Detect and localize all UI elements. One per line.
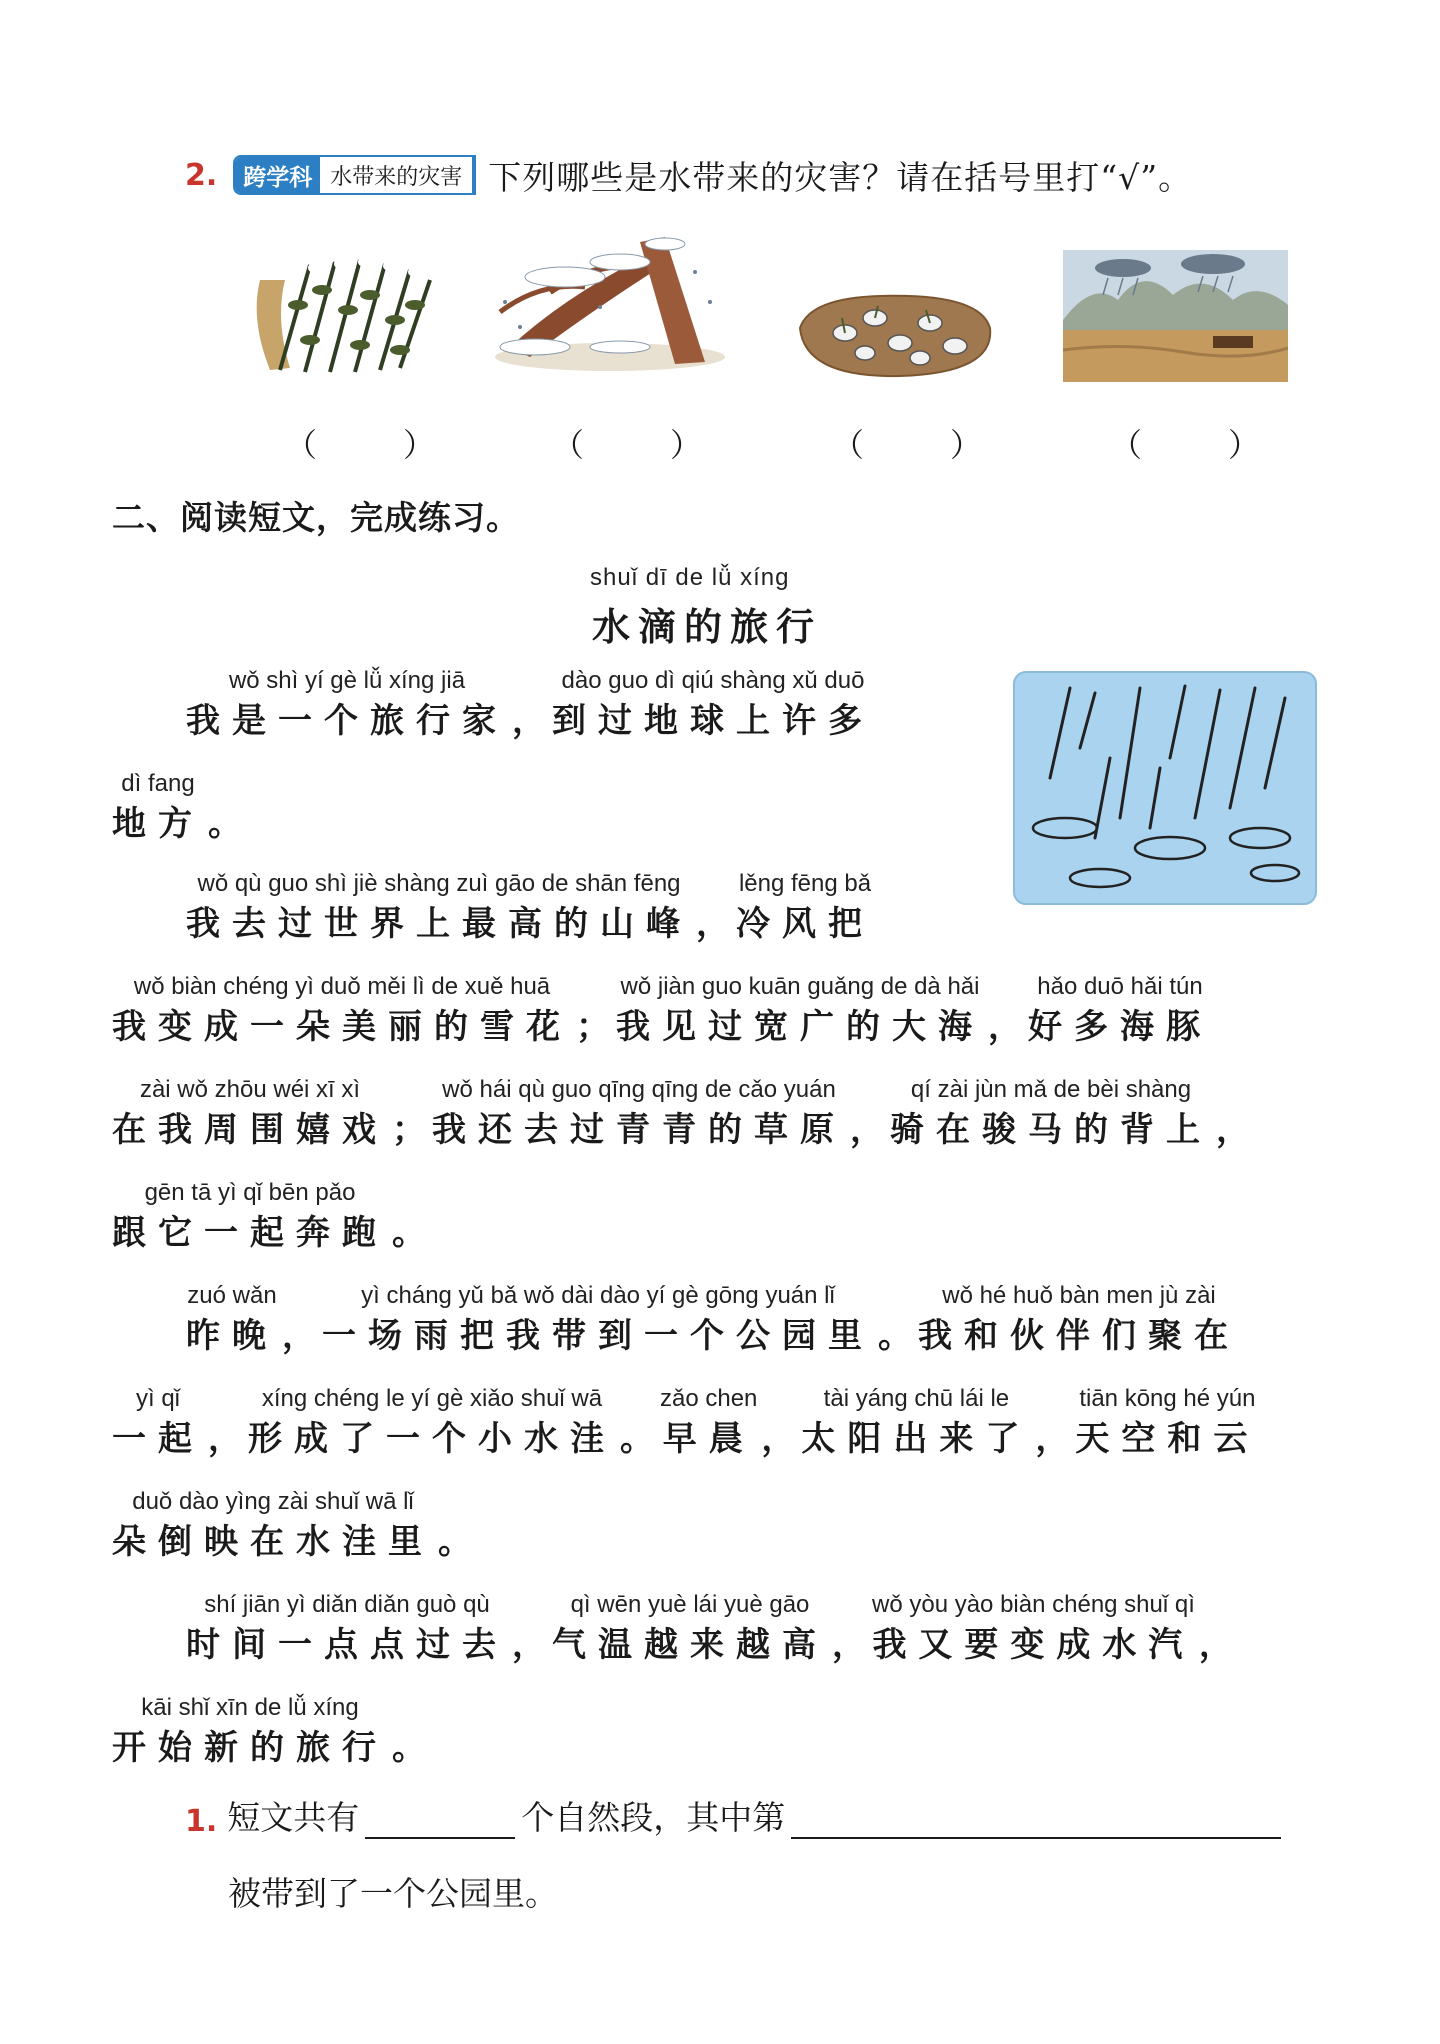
ruby-phrase xyxy=(248,1382,616,1462)
punctuation: ， xyxy=(1035,1419,1070,1459)
punctuation: ， xyxy=(208,1419,242,1459)
hanzi: 开始新的旅行 xyxy=(112,1728,388,1768)
hanzi: 天空和云 xyxy=(1075,1419,1260,1459)
paragraph-number-blank[interactable] xyxy=(791,1797,1281,1839)
punctuation: ； xyxy=(576,1007,610,1047)
answer-brackets-4[interactable]: （ ） xyxy=(1110,426,1260,464)
punctuation: 。 xyxy=(392,1213,426,1253)
ruby-phrase xyxy=(432,1073,846,1153)
ruby-phrase xyxy=(322,1279,874,1359)
ruby-phrase xyxy=(112,1073,388,1153)
answer-brackets-1[interactable]: （ ） xyxy=(285,426,435,464)
exercise-text-b: 个自然段，其中第 xyxy=(521,1798,786,1837)
ruby-phrase xyxy=(112,767,204,847)
story-line xyxy=(186,664,878,744)
hanzi: 跟它一起奔跑 xyxy=(112,1213,388,1253)
punctuation: ， xyxy=(1198,1625,1233,1665)
hanzi: 我又要变成水汽 xyxy=(872,1625,1195,1665)
pinyin: shí jiān yì diǎn diǎn guò qù xyxy=(204,1591,490,1618)
pinyin: wǒ biàn chéng yì duǒ měi lì de xuě huā xyxy=(133,973,551,1000)
punctuation: ， xyxy=(512,1625,546,1665)
punctuation: 。 xyxy=(878,1316,912,1356)
pinyin: kāi shǐ xīn de lǚ xíng xyxy=(141,1694,359,1721)
exercise-1 xyxy=(185,1792,1281,1839)
exercise-number: 1. xyxy=(185,1804,218,1839)
ruby-phrase xyxy=(186,867,692,947)
ruby-phrase xyxy=(872,1588,1195,1668)
hanzi: 形成了一个小水洼 xyxy=(248,1419,616,1459)
pinyin: hǎo duō hǎi tún xyxy=(1037,973,1203,1000)
hanzi: 太阳出来了 xyxy=(801,1419,1032,1459)
answer-brackets-3[interactable]: （ ） xyxy=(832,426,982,464)
punctuation: ， xyxy=(832,1625,866,1665)
story-line xyxy=(112,1382,1263,1462)
story-line xyxy=(112,1691,432,1771)
pinyin: wǒ hé huǒ bàn men jù zài xyxy=(942,1282,1216,1309)
pinyin: lěng fēng bǎ xyxy=(738,870,872,897)
hanzi: 我和伙伴们聚在 xyxy=(918,1316,1240,1356)
ruby-phrase xyxy=(552,1588,828,1668)
exercise-text-a: 短文共有 xyxy=(227,1798,360,1837)
rain-puddle-picture xyxy=(1010,668,1320,908)
hanzi: 昨晚 xyxy=(186,1316,278,1356)
hanzi: 好多海豚 xyxy=(1028,1007,1212,1047)
ruby-phrase xyxy=(112,1691,388,1771)
punctuation: ， xyxy=(696,904,730,944)
tag-category: 跨学科 xyxy=(235,157,320,193)
punctuation: 。 xyxy=(208,804,242,844)
hanzi: 地方 xyxy=(112,804,204,844)
punctuation: 。 xyxy=(392,1728,426,1768)
ruby-phrase xyxy=(112,1485,434,1565)
exercise-text-c: 被带到了一个公园里。 xyxy=(228,1874,558,1913)
hanzi: 早晨 xyxy=(662,1419,755,1459)
pinyin: tiān kōng hé yún xyxy=(1079,1385,1256,1412)
hanzi: 朵倒映在水洼里 xyxy=(112,1522,434,1562)
pinyin: zǎo chen xyxy=(660,1385,758,1412)
ruby-phrase xyxy=(801,1382,1031,1462)
pinyin: xíng chéng le yí gè xiǎo shuǐ wā xyxy=(261,1385,603,1412)
story-line xyxy=(112,1485,478,1565)
punctuation: 。 xyxy=(620,1419,654,1459)
section-heading: 二、阅读短文，完成练习。 xyxy=(112,498,520,537)
punctuation: 。 xyxy=(438,1522,472,1562)
story-line xyxy=(186,867,878,947)
story-line xyxy=(112,970,1216,1050)
pinyin: tài yáng chū lái le xyxy=(823,1385,1010,1412)
punctuation: ； xyxy=(392,1110,426,1150)
pinyin: dì fang xyxy=(121,770,195,797)
ruby-phrase xyxy=(186,1279,278,1359)
pinyin: wǒ hái qù guo qīng qīng de cǎo yuán xyxy=(442,1076,836,1103)
punctuation: ， xyxy=(282,1316,316,1356)
ruby-phrase xyxy=(736,867,874,947)
rainstorm-flood-picture xyxy=(1063,250,1288,382)
cracked-earth-picture xyxy=(790,288,1000,383)
question-2-header xyxy=(185,150,1192,200)
pinyin: dào guo dì qiú shàng xǔ duō xyxy=(561,667,865,694)
hanzi: 一场雨把我带到一个公园里 xyxy=(322,1316,874,1356)
punctuation: ， xyxy=(512,701,546,741)
pinyin: qì wēn yuè lái yuè gāo xyxy=(570,1591,810,1618)
hanzi: 我还去过青青的草原 xyxy=(432,1110,846,1150)
story-line xyxy=(112,767,248,847)
question-number: 2. xyxy=(185,157,218,193)
tag-topic: 水带来的灾害 xyxy=(320,157,474,193)
pinyin: gēn tā yì qǐ bēn pǎo xyxy=(144,1179,356,1206)
answer-brackets-2[interactable]: （ ） xyxy=(552,426,702,464)
pinyin: duǒ dào yìng zài shuǐ wā lǐ xyxy=(132,1488,414,1515)
flooded-crops-picture xyxy=(250,250,440,380)
ruby-phrase xyxy=(1075,1382,1259,1462)
hanzi: 到过地球上许多 xyxy=(552,701,874,741)
ruby-phrase xyxy=(660,1382,757,1462)
subject-tag xyxy=(233,155,476,195)
punctuation: ， xyxy=(761,1419,796,1459)
pinyin: qí zài jùn mǎ de bèi shàng xyxy=(910,1076,1192,1103)
pinyin: wǒ yòu yào biàn chéng shuǐ qì xyxy=(872,1591,1195,1618)
hanzi: 骑在骏马的背上 xyxy=(890,1110,1212,1150)
pinyin: yì qǐ xyxy=(135,1385,180,1412)
hanzi: 冷风把 xyxy=(736,904,874,944)
ruby-phrase xyxy=(112,1176,388,1256)
ruby-phrase xyxy=(918,1279,1240,1359)
pinyin: wǒ jiàn guo kuān guǎng de dà hǎi xyxy=(620,973,980,1000)
snow-broken-tree-picture xyxy=(490,232,730,372)
punctuation: ， xyxy=(1216,1110,1250,1150)
hanzi: 时间一点点过去 xyxy=(186,1625,508,1665)
pinyin: zài wǒ zhōu wéi xī xì xyxy=(139,1076,361,1103)
hanzi: 我见过宽广的大海 xyxy=(616,1007,984,1047)
hanzi: 我是一个旅行家 xyxy=(186,701,508,741)
punctuation: ， xyxy=(850,1110,884,1150)
story-line xyxy=(186,1588,1239,1668)
ruby-phrase xyxy=(112,970,572,1050)
question-2-text: 下列哪些是水带来的灾害？请在括号里打“√”。 xyxy=(488,157,1193,197)
hanzi: 在我周围嬉戏 xyxy=(112,1110,388,1150)
ruby-phrase xyxy=(616,970,984,1050)
story-line xyxy=(112,1176,432,1256)
ruby-phrase xyxy=(552,664,874,744)
pinyin: zuó wǎn xyxy=(187,1282,277,1309)
ruby-phrase xyxy=(186,1588,508,1668)
hanzi: 气温越来越高 xyxy=(552,1625,828,1665)
pinyin: yì cháng yǔ bǎ wǒ dài dào yí gè gōng yuán lǐ xyxy=(361,1282,835,1309)
story-title-pinyin: shuǐ dī de lǚ xíng xyxy=(590,564,790,591)
hanzi: 一起 xyxy=(112,1419,204,1459)
story-title: 水滴的旅行 xyxy=(592,604,823,649)
hanzi: 我去过世界上最高的山峰 xyxy=(186,904,692,944)
pinyin: wǒ shì yí gè lǚ xíng jiā xyxy=(228,667,466,694)
ruby-phrase xyxy=(186,664,508,744)
story-line xyxy=(186,1279,1244,1359)
pinyin: wǒ qù guo shì jiè shàng zuì gāo de shān fēng xyxy=(197,870,681,897)
ruby-phrase xyxy=(1028,970,1212,1050)
punctuation: ， xyxy=(988,1007,1022,1047)
story-line xyxy=(112,1073,1256,1153)
hanzi: 我变成一朵美丽的雪花 xyxy=(112,1007,572,1047)
ruby-phrase xyxy=(890,1073,1212,1153)
ruby-phrase xyxy=(112,1382,204,1462)
paragraph-count-blank[interactable] xyxy=(365,1797,515,1839)
